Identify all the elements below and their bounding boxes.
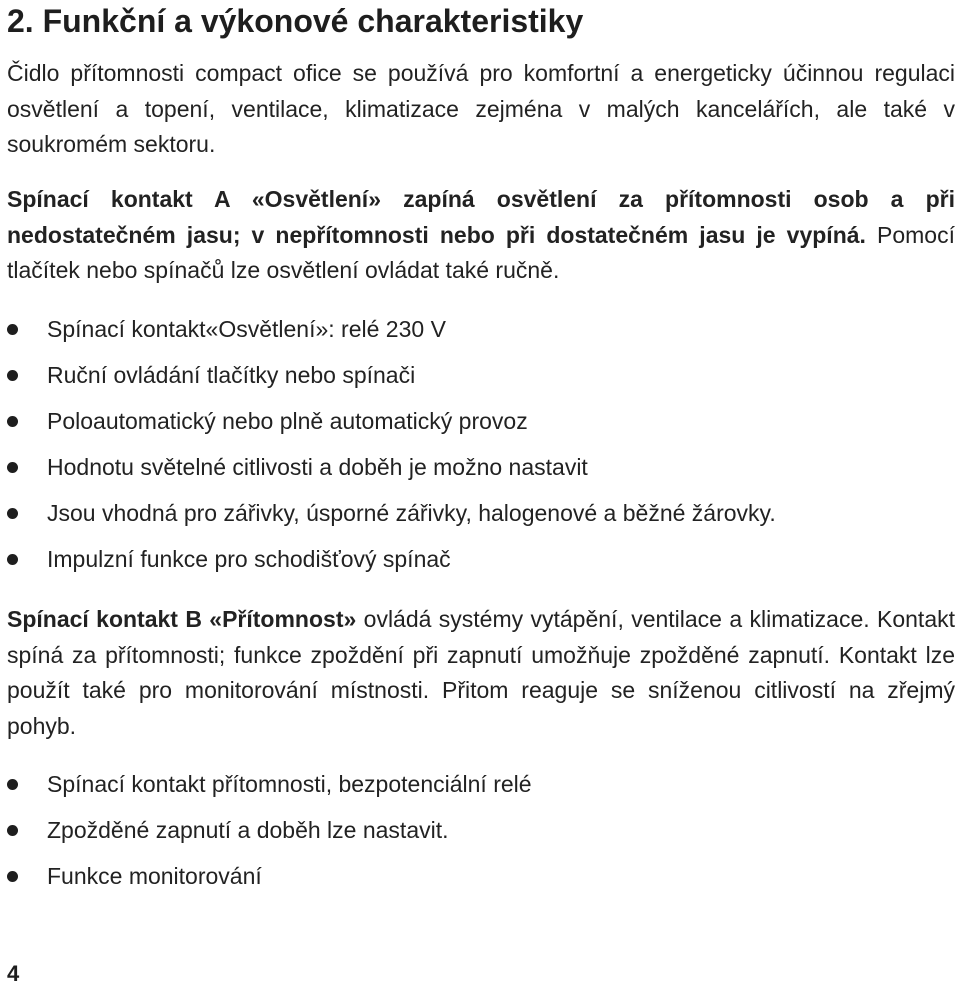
list-item [7,536,776,582]
bullet-icon [7,324,18,335]
list-item-text: Impulzní funkce pro schodišťový spínač [47,546,451,572]
list-item-text: Ruční ovládání tlačítky nebo spínači [47,362,416,388]
list-item [7,352,776,398]
list-item [7,398,776,444]
section-heading: 2. Funkční a výkonové charakteristiky [7,3,584,39]
list-item [7,490,776,536]
contact-b-paragraph [7,602,955,744]
bullet-icon [7,779,18,790]
list-item [7,807,532,853]
bullet-icon [7,370,18,381]
list-item [7,306,776,352]
bullet-icon [7,871,18,882]
contact-b-bold-text: Spínací kontakt B «Přítomnost» [7,606,357,632]
list-item [7,853,532,899]
list-item-text: Hodnotu světelné citlivosti a doběh je možno nastavit [47,454,588,480]
contact-a-text: Pomocí tlačítek nebo spínačů lze osvětlení ovládat také ručně. [7,221,955,283]
bullet-icon [7,508,18,519]
bullet-icon [7,416,18,427]
page-number: 4 [7,961,20,986]
list-item-text: Funkce monitorování [47,863,262,889]
list-item-text: Poloautomatický nebo plně automatický provoz [47,408,528,434]
bullet-icon [7,825,18,836]
contact-b-bullet-list [7,761,532,899]
bullet-icon [7,462,18,473]
bullet-icon [7,554,18,565]
list-item-text: Zpožděné zapnutí a doběh lze nastavit. [47,817,449,843]
contact-b-text: ovládá systémy vytápění, ventilace a klimatizace. Kontakt spíná za přítomnosti; funkce zpoždění při zapnutí umožňuje zpožděné zapnutí. Kontakt lze použít také pro monitorování místnosti. Přitom reaguje se sníženou citlivostí na zřejmý pohyb. [7,606,955,739]
intro-paragraph: Čidlo přítomnosti compact ofice se používá pro komfortní a energeticky účinnou regulaci osvětlení a topení, ventilace, klimatizace zejména v malých kancelářích, ale také v soukromém sektoru. [7,60,955,157]
contact-a-paragraph [7,182,955,289]
list-item-text: Spínací kontakt«Osvětlení»: relé 230 V [47,316,446,342]
list-item [7,444,776,490]
contact-a-bullet-list [7,306,776,582]
list-item-text: Jsou vhodná pro zářivky, úsporné zářivky, halogenové a běžné žárovky. [47,500,776,526]
contact-a-bold-text: Spínací kontakt A «Osvětlení» zapíná osvětlení za přítomnosti osob a při nedostatečném jasu; v nepřítomnosti nebo při dostatečném jasu je vypíná. [7,186,955,248]
list-item [7,761,532,807]
list-item-text: Spínací kontakt přítomnosti, bezpotenciální relé [47,771,532,797]
